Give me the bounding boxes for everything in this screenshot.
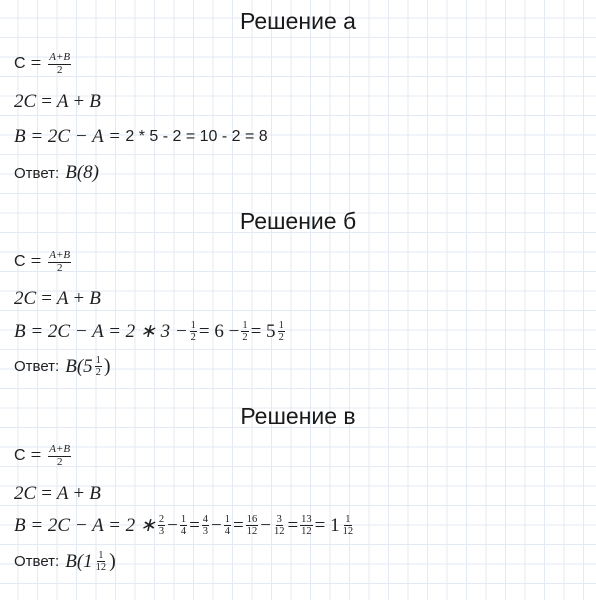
term: 2C: [14, 483, 37, 504]
c-symbol: C: [14, 55, 26, 73]
section-c-line-2: [14, 483, 101, 505]
fraction-numerator: 4: [202, 514, 209, 525]
fraction: [342, 514, 355, 537]
answer-value: B(1: [65, 550, 93, 572]
fraction: [190, 320, 197, 343]
equation-rhs: 2 * 5 - 2 = 10 - 2 = 8: [120, 128, 268, 145]
term: A: [56, 288, 69, 309]
fraction-denominator: 4: [224, 526, 230, 538]
term: A: [56, 91, 69, 112]
section-b-answer: [14, 355, 111, 378]
equals-sign: =: [41, 483, 52, 504]
fraction-numerator: 1: [278, 320, 284, 331]
section-c-title: Решение в: [240, 403, 356, 429]
fraction: [241, 320, 248, 343]
fraction-denominator: 12: [301, 526, 312, 538]
plus-sign: +: [73, 91, 85, 112]
equals-sign: =: [30, 53, 42, 75]
section-a-title: Решение а: [240, 8, 356, 34]
fraction-denominator: 2: [242, 332, 248, 344]
fraction-numerator: 1: [345, 514, 351, 525]
equation-text: = 5: [250, 320, 276, 342]
answer-label: Ответ:: [14, 164, 60, 182]
section-a-line-1: [14, 52, 73, 76]
equation-text: = 6 −: [198, 320, 240, 342]
fraction-numerator: 13: [301, 514, 312, 525]
fraction-numerator: 3: [276, 514, 282, 525]
answer-value: ): [103, 355, 111, 378]
fraction: [202, 514, 209, 537]
fraction: [224, 514, 231, 537]
fraction-numerator: 1: [224, 514, 230, 525]
section-b-line-3: [14, 320, 287, 343]
c-symbol: C: [14, 253, 26, 271]
fraction-numerator: 1: [190, 320, 196, 331]
term: B: [89, 288, 101, 309]
fraction-denominator: 12: [95, 562, 107, 574]
answer-value: B(8): [65, 162, 99, 183]
fraction-denominator: 3: [158, 526, 165, 538]
section-b-line-1: [14, 250, 73, 274]
equation-text: −: [211, 514, 222, 536]
fraction: [158, 514, 165, 537]
fraction-numerator: 1: [242, 320, 248, 331]
term: 2C: [14, 288, 37, 309]
term: B: [89, 483, 101, 504]
equals-sign: =: [30, 251, 42, 273]
fraction-numerator: 1: [95, 355, 101, 366]
section-a-answer: [14, 162, 99, 184]
answer-label: Ответ:: [14, 358, 60, 376]
fraction-numerator: 1: [180, 514, 187, 525]
equation-text: B = 2C − A = 2 ∗: [14, 515, 156, 537]
term: B: [89, 91, 101, 112]
fraction-denominator: 2: [278, 332, 284, 344]
fraction: [278, 320, 285, 343]
fraction-denominator: 12: [273, 526, 285, 538]
equals-sign: =: [41, 288, 52, 309]
fraction-numerator: 1: [98, 550, 104, 561]
fraction-numerator: A+B: [49, 51, 71, 63]
equation-text: =: [189, 514, 200, 536]
fraction-numerator: 2: [158, 514, 165, 525]
equals-sign: =: [30, 445, 42, 467]
section-b-title: Решение б: [239, 208, 357, 234]
fraction: [48, 52, 71, 76]
equation-text: =: [233, 514, 244, 536]
fraction-denominator: 12: [342, 526, 354, 538]
answer-label: Ответ:: [14, 553, 60, 571]
section-a-line-2: [14, 91, 101, 113]
fraction: [273, 514, 286, 537]
fraction-numerator: 16: [246, 514, 258, 525]
fraction-denominator: 2: [56, 63, 63, 76]
term: 2C: [14, 91, 37, 112]
fraction-denominator: 2: [190, 332, 196, 344]
plus-sign: +: [73, 288, 85, 309]
equation-lhs: B = 2C − A =: [14, 126, 121, 147]
fraction-denominator: 2: [56, 455, 63, 468]
section-c-line-1: [14, 444, 73, 468]
equation-text: =: [287, 514, 299, 536]
fraction-denominator: 2: [56, 261, 63, 274]
fraction-denominator: 2: [95, 367, 101, 379]
fraction: [300, 514, 313, 537]
answer-value: B(5: [65, 355, 93, 377]
section-b-line-2: [14, 288, 101, 310]
fraction: [95, 550, 108, 573]
equals-sign: =: [41, 91, 52, 112]
fraction-numerator: A+B: [49, 249, 71, 261]
section-c-line-3: [14, 514, 356, 537]
section-c-answer: [14, 550, 116, 573]
c-symbol: C: [14, 447, 26, 465]
section-a-line-3: [14, 126, 268, 148]
equation-text: −: [167, 514, 178, 536]
plus-sign: +: [73, 483, 85, 504]
equation-text: B = 2C − A = 2 ∗ 3 −: [14, 321, 188, 343]
fraction: [95, 355, 102, 378]
term: A: [56, 483, 69, 504]
fraction: [180, 514, 187, 537]
answer-value: ): [109, 550, 116, 573]
equation-text: −: [260, 514, 271, 536]
fraction-denominator: 4: [180, 526, 187, 538]
fraction-denominator: 12: [246, 526, 258, 538]
fraction: [246, 514, 259, 537]
equation-text: = 1: [314, 514, 340, 536]
fraction-denominator: 3: [202, 526, 209, 538]
fraction: [48, 444, 71, 468]
fraction-numerator: A+B: [49, 443, 71, 455]
fraction: [48, 250, 71, 274]
